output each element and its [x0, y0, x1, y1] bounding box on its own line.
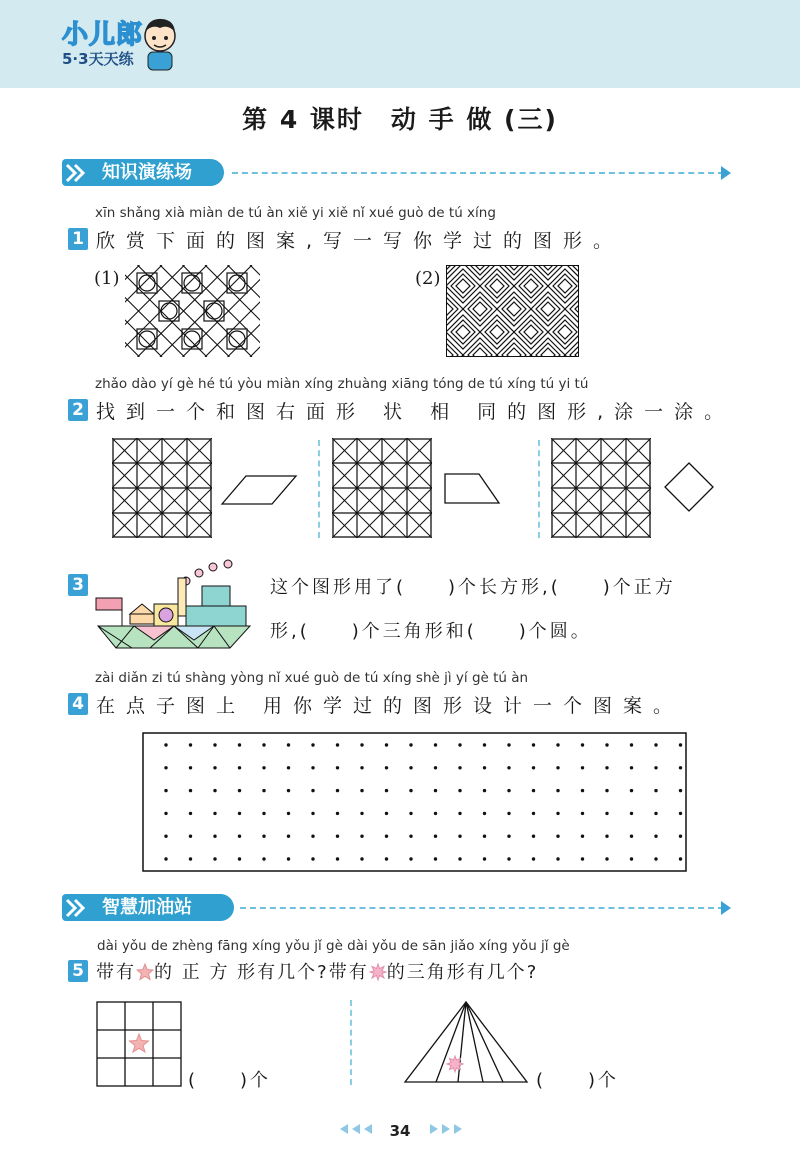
triangle-fan-figure: [403, 1000, 529, 1086]
q2-pinyin: zhǎo dào yí gè hé tú yòu miàn xíng zhuàng xiāng tóng de tú xíng tú yi tú: [95, 376, 589, 392]
section-banner-bonus: 智慧加油站: [62, 894, 234, 921]
arrow-right-icon: [720, 165, 732, 181]
boat-figure: [94, 556, 254, 656]
next-arrows-icon: [426, 1122, 466, 1136]
q1-pinyin: xīn shǎng xià miàn de tú àn xiě yi xiě nǐ xué guò de tú xíng: [95, 205, 496, 221]
q2-grid-3: [551, 438, 651, 538]
q5-answer-right[interactable]: ( )个: [536, 1070, 620, 1091]
q4-text: 在点子图上 用你学过的图形设计一个图案。: [96, 695, 684, 717]
q3-line-2: 形,( )个三角形和( )个圆。: [270, 621, 592, 642]
q5-text-a: 带有: [96, 962, 136, 983]
q2-number: 2: [68, 399, 88, 421]
q1-text: 欣赏下面的图案,写一写你学过的图形。: [96, 230, 624, 252]
q4-pinyin: zài diǎn zi tú shàng yòng nǐ xué guò de tú xíng shè jì yí gè tú àn: [95, 670, 529, 686]
star-icon: [136, 963, 154, 981]
brand-logo: 小儿郎: [62, 20, 144, 50]
q3-line-1: 这个图形用了( )个长方形,( )个正方: [270, 577, 676, 598]
diamond-shape: [662, 460, 716, 516]
q2-text: 找到一个和图右面形 状 相 同的图形,涂一涂。: [96, 401, 735, 423]
q2-grid-2: [332, 438, 432, 538]
parallelogram-shape: [220, 470, 300, 510]
q3-number: 3: [68, 574, 88, 596]
q5-pinyin: dài yǒu de zhèng fāng xíng yǒu jǐ gè dài yǒu de sān jiǎo xíng yǒu jǐ gè: [97, 938, 570, 954]
q5-number: 5: [68, 960, 88, 982]
q1-label-2: (2): [415, 268, 441, 289]
q4-number: 4: [68, 693, 88, 715]
arrow-right-icon: [720, 900, 732, 916]
starburst-icon: [369, 963, 387, 981]
arrows-icon: [64, 161, 90, 185]
divider-dashed: [318, 440, 320, 538]
pattern-diamonds-figure: [446, 265, 579, 357]
q5-text: [96, 958, 538, 984]
q5-text-b: 的 正 方 形有几个?带有: [154, 962, 369, 983]
arrows-icon: [64, 896, 90, 920]
page-number: 34: [389, 1122, 411, 1140]
dot-grid-canvas[interactable]: [142, 732, 687, 872]
section-divider: [232, 172, 724, 174]
pattern-circles-figure: [125, 265, 260, 357]
q5-text-c: 的三角形有几个?: [386, 962, 539, 983]
section-banner-practice: 知识演练场: [62, 159, 224, 186]
divider-dashed: [538, 440, 540, 538]
q2-grid-1: [112, 438, 212, 538]
q5-answer-left[interactable]: ( )个: [188, 1070, 272, 1091]
q1-label-1: (1): [94, 268, 120, 289]
section-divider: [240, 907, 724, 909]
trapezoid-shape: [443, 472, 503, 508]
mascot-icon: [140, 14, 180, 74]
brand-subtitle: 5·3天天练: [62, 50, 134, 68]
lesson-title: 第 4 课时 动 手 做 (三): [242, 105, 558, 134]
q1-number: 1: [68, 228, 88, 250]
divider-dashed: [350, 1000, 352, 1085]
square-grid-figure: [96, 1001, 182, 1087]
